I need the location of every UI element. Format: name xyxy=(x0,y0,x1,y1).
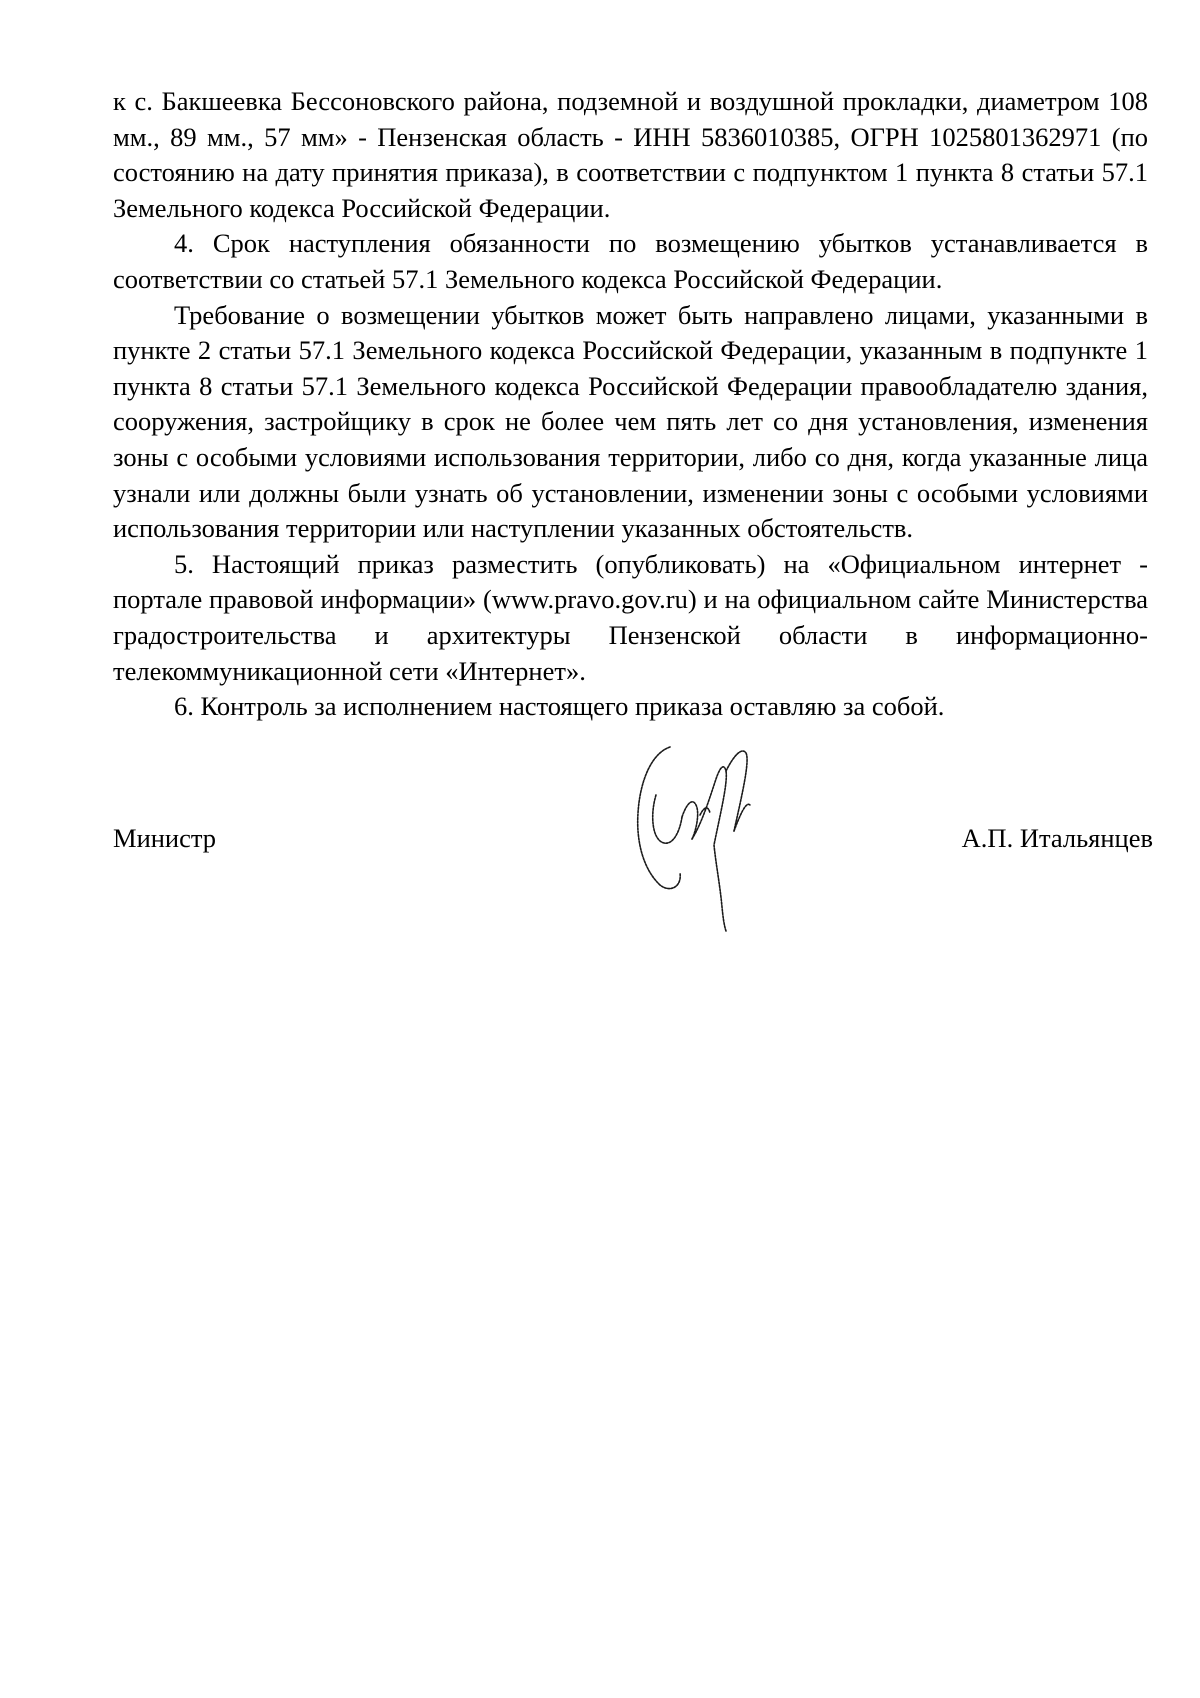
handwritten-signature-icon xyxy=(630,735,770,935)
signer-name: А.П. Итальянцев xyxy=(961,823,1153,853)
signer-position: Министр xyxy=(113,823,217,853)
paragraph-item-4: 4. Срок наступления обязанности по возмещению убытков устанавливается в соответствии со статьей 57.1 Земельного кодекса Российской Федерации. xyxy=(113,228,1148,294)
paragraph-continuation: к с. Бакшеевка Бессоновского района, подземной и воздушной прокладки, диаметром 108 мм., 89 мм., 57 мм» - Пензенская область - ИНН 5836010385, ОГРН 1025801362971 (по состоянию на дату принятия приказа), в соответствии с подпунктом 1 пункта 8 статьи 57.1 Земельного кодекса Российской Федерации. xyxy=(113,86,1148,223)
paragraph-item-5: 5. Настоящий приказ разместить (опубликовать) на «Официальном интернет - портале правовой информации» (www.pravo.gov.ru) и на официальном сайте Министерства градостроительства и архитектуры Пензенской области в информационно-телекоммуникационной сети «Интернет». xyxy=(113,548,1148,686)
paragraph-damages-claim: Требование о возмещении убытков может быть направлено лицами, указанными в пункте 2 статьи 57.1 Земельного кодекса Российской Федерации, указанным в подпункте 1 пункта 8 статьи 57.1 Земельного кодекса Российской Федерации правообладателю здания, сооружения, застройщику в срок не более чем пять лет со дня установления, изменения зоны с особыми условиями использования территории, либо со дня, когда указанные лица узнали или должны были узнать об установлении, изменении зоны с особыми условиями использования территории или наступлении указанных обстоятельств. xyxy=(113,299,1148,544)
document-body xyxy=(113,84,1148,725)
paragraph-item-6: 6. Контроль за исполнением настоящего приказа оставляю за собой. xyxy=(174,691,945,722)
